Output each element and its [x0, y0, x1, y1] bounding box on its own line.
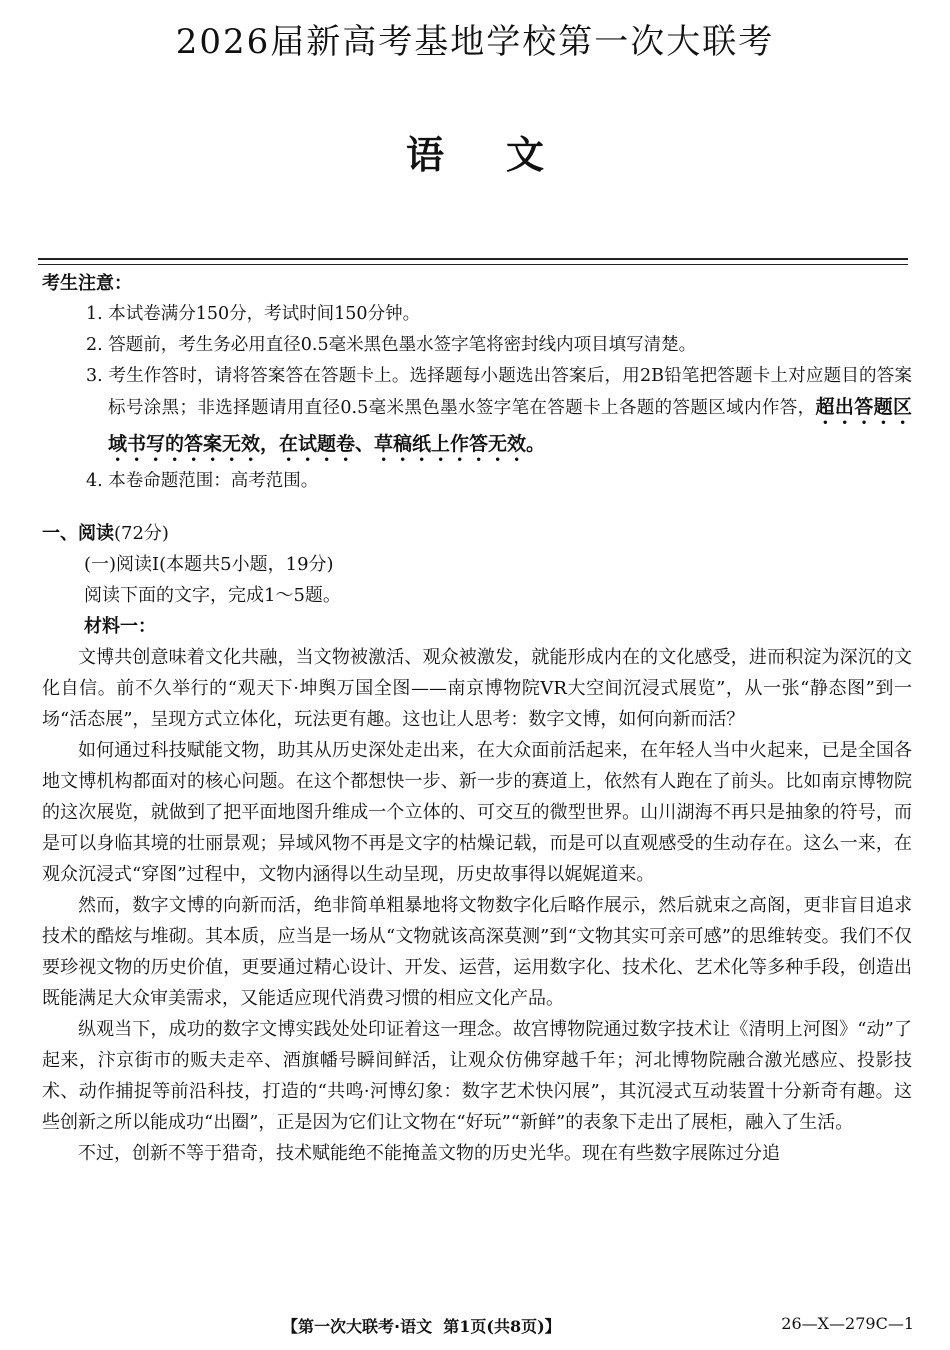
instruction: 阅读下面的文字，完成1～5题。 [84, 585, 341, 606]
paragraph: 文博共创意味着文化共融，当文物被激活、观众被激发，就能形成内在的文化感受，进而积淀为深沉的文化自信。前不久举行的“观天下·坤舆万国全图——南京博物院VR大空间沉浸式展览”，从一张“静态图”到一场“活态展”，呈现方式立体化，玩法更有趣。这也让人思考：数字文博，如何向新而活？ [42, 647, 912, 730]
footer-paper-code: 26—X—279C—1 [781, 1314, 914, 1333]
notice-item-3-text: 3. 考生作答时，请将答案答在答题卡上。选择题每小题选出答案后，用2B铅笔把答题卡上对应题目的答案标号涂黑；非选择题请用直径0.5毫米黑色墨水签字笔在答题卡上各题的答题区域内作答， [86, 366, 912, 418]
footer-exam-name: 第一次大联考·语文 [298, 1317, 433, 1336]
notice-item-3 [42, 361, 912, 466]
notice-item-4: 4. 本卷命题范围：高考范围。 [86, 471, 319, 491]
notice-item-1: 1. 本试卷满分150分，考试时间150分钟。 [86, 304, 421, 324]
header-divider-thick [38, 258, 908, 260]
notice-heading: 考生注意： [42, 273, 132, 294]
notice-item-2: 2. 答题前，考生务必用直径0.5毫米黑色墨水签字笔将密封线内项目填写清楚。 [86, 335, 697, 355]
footer-page-label [282, 1314, 561, 1337]
paragraph: 如何通过科技赋能文物，助其从历史深处走出来，在大众面前活起来，在年轻人当中火起来，已是全国各地文博机构都面对的核心问题。在这个都想快一步、新一步的赛道上，依然有人跑在了前头。比如南京博物院的这次展览，就做到了把平面地图升维成一个立体的、可交互的微型世界。山川湖海不再只是抽象的符号，而是可以身临其境的壮丽景观；异域风物不再是文字的枯燥记载，而是可以直观感受的生动存在。这么一来，在观众沉浸式“穿图”过程中，文物内涵得以生动呈现，历史故事得以娓娓道来。 [42, 740, 912, 885]
footer-page-info: 第1页(共8页) [443, 1317, 545, 1336]
material-body [42, 642, 912, 1169]
paragraph: 然而，数字文博的向新而活，绝非简单粗暴地将文物数字化后略作展示，然后就束之高阁，更非盲目追求技术的酷炫与堆砌。其本质，应当是一场从“文物就该高深莫测”到“文物其实可亲可感”的思维转变。我们不仅要珍视文物的历史价值，更要通过精心设计、开发、运营，运用数字化、技术化、艺术化等多种手段，创造出既能满足大众审美需求，又能适应现代消费习惯的相应文化产品。 [42, 895, 912, 1009]
paragraph: 纵观当下，成功的数字文博实践处处印证着这一理念。故宫博物院通过数字技术让《清明上河图》“动”了起来，汴京街市的贩夫走卒、酒旗幡号瞬间鲜活，让观众仿佛穿越千年；河北博物院融合激光感应、投影技术、动作捕捉等前沿科技，打造的“共鸣·河博幻象：数字艺术快闪展”，其沉浸式互动装置十分新奇有趣。这些创新之所以能成功“出圈”，正是因为它们让文物在“好玩”“新鲜”的表象下走出了展柜，融入了生活。 [42, 1019, 912, 1133]
notice-item-3-emphasis: 超出答题区域书写的答案无效，在试题卷、草稿纸上作答无效。 [108, 396, 912, 455]
sub-heading: (一)阅读Ⅰ(本题共5小题，19分) [84, 554, 334, 575]
paragraph: 不过，创新不等于猎奇，技术赋能绝不能掩盖文物的历史光华。现在有些数字展陈过分追 [78, 1143, 780, 1164]
reading-section [42, 518, 912, 1169]
section-heading-text: 一、阅读 [42, 523, 114, 544]
footer-left-bracket: 【 [282, 1317, 299, 1336]
footer-right-bracket: 】 [544, 1317, 561, 1336]
section-heading [42, 518, 912, 549]
notice-list [42, 299, 912, 497]
header-divider-thin [38, 264, 908, 265]
section-points: (72分) [114, 523, 169, 544]
material-label: 材料一： [84, 616, 156, 637]
subject-title: 语文 [405, 132, 606, 177]
exam-title: 2026届新高考基地学校第一次大联考 [175, 22, 775, 62]
candidate-notice [42, 268, 912, 497]
